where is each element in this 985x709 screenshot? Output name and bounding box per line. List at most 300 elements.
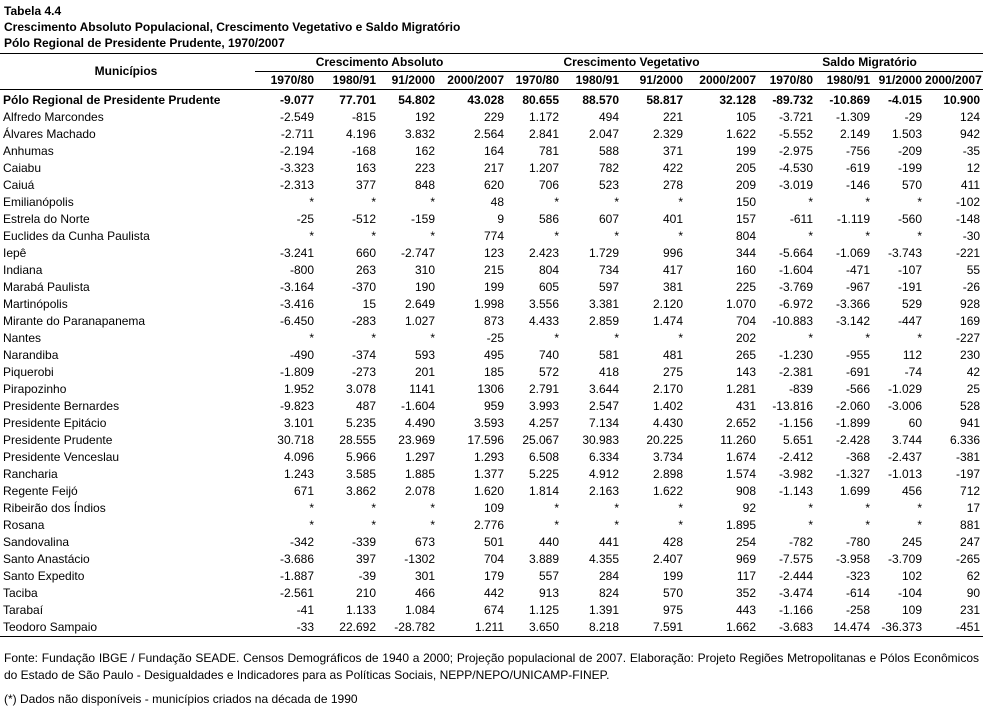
value-cell: 2.841 [528, 127, 560, 141]
value-cell: * [808, 331, 814, 345]
value-cell: -3.164 [279, 280, 314, 294]
value-cell: 969 [735, 552, 757, 566]
value-cell: -1.119 [836, 212, 871, 226]
value-cell: -29 [904, 110, 923, 124]
value-cell: 1141 [409, 382, 435, 396]
table-row [0, 177, 983, 194]
value-cell: -6.972 [778, 297, 814, 311]
value-cell: -1.809 [279, 365, 314, 379]
value-cell: 674 [483, 603, 505, 617]
value-cell: 428 [662, 535, 684, 549]
municipio-name: Presidente Bernardes [3, 399, 120, 413]
value-cell: 3.101 [283, 416, 314, 430]
table-row [0, 432, 983, 449]
value-cell: -3.366 [835, 297, 871, 311]
value-cell: 160 [735, 263, 757, 277]
value-cell: 202 [735, 331, 757, 345]
table-row [0, 330, 983, 347]
value-cell: 605 [538, 280, 560, 294]
value-cell: -4.530 [778, 161, 814, 175]
value-cell: 734 [598, 263, 620, 277]
municipio-name: Pólo Regional de Presidente Prudente [3, 93, 221, 107]
value-cell: -221 [956, 246, 981, 260]
value-cell: 3.644 [588, 382, 620, 396]
value-cell: 54.802 [398, 93, 435, 107]
value-cell: 1.814 [528, 484, 560, 498]
value-cell: 3.593 [473, 416, 505, 430]
value-cell: 1.125 [528, 603, 560, 617]
value-cell: 80.655 [522, 93, 560, 107]
value-cell: 1.281 [725, 382, 757, 396]
value-cell: 2.649 [404, 297, 435, 311]
table-row [0, 245, 983, 262]
value-cell: 230 [960, 348, 981, 362]
period-header: 1970/80 [255, 72, 317, 90]
value-cell: * [309, 331, 314, 345]
value-cell: 2.047 [588, 127, 620, 141]
value-cell: -25 [486, 331, 505, 345]
value-cell: 62 [966, 569, 981, 583]
municipio-name: Presidente Venceslau [3, 450, 120, 464]
value-cell: 2.898 [652, 467, 684, 481]
value-cell: -104 [897, 586, 923, 600]
value-cell: 804 [735, 229, 757, 243]
value-cell: -1.166 [778, 603, 814, 617]
value-cell: 975 [662, 603, 684, 617]
value-cell: -2.549 [279, 110, 314, 124]
value-cell: * [917, 518, 923, 532]
period-header: 1980/91 [317, 72, 379, 90]
value-cell: 2.564 [473, 127, 505, 141]
value-cell: -3.019 [778, 178, 814, 192]
table-row [0, 279, 983, 296]
value-cell: 597 [598, 280, 620, 294]
value-cell: 6.334 [588, 450, 620, 464]
value-cell: -1.604 [400, 399, 435, 413]
value-cell: -815 [351, 110, 376, 124]
value-cell: * [865, 501, 871, 515]
value-cell: -800 [289, 263, 314, 277]
value-cell: -1.887 [279, 569, 314, 583]
value-cell: -614 [845, 586, 871, 600]
value-cell: -1.327 [835, 467, 871, 481]
value-cell: -102 [956, 195, 981, 209]
value-cell: * [614, 229, 620, 243]
value-cell: 229 [483, 110, 505, 124]
value-cell: 908 [735, 484, 757, 498]
value-cell: 221 [662, 110, 684, 124]
value-cell: 301 [414, 569, 435, 583]
value-cell: -1.230 [778, 348, 814, 362]
value-cell: -611 [789, 212, 814, 226]
table-subtitle: Pólo Regional de Presidente Prudente, 1970/2007 [4, 36, 285, 50]
value-cell: 185 [483, 365, 505, 379]
period-header: 91/2000 [379, 72, 438, 90]
value-cell: 3.650 [507, 619, 562, 637]
value-cell: 92 [742, 501, 757, 515]
value-cell: -1.029 [887, 382, 923, 396]
value-cell: 1.297 [404, 450, 435, 464]
value-cell: 774 [483, 229, 505, 243]
value-cell: * [678, 501, 684, 515]
value-cell: * [917, 331, 923, 345]
table-row [0, 602, 983, 619]
value-cell: -3.721 [778, 110, 814, 124]
value-cell: -7.575 [778, 552, 814, 566]
municipio-name: Santo Expedito [3, 569, 85, 583]
value-cell: 417 [662, 263, 684, 277]
value-cell: 529 [901, 297, 923, 311]
value-cell: -2.194 [279, 144, 314, 158]
value-cell: 4.490 [404, 416, 435, 430]
municipio-name: Emilianópolis [3, 195, 74, 209]
value-cell: 25 [966, 382, 981, 396]
value-cell: -2.437 [887, 450, 923, 464]
value-cell: -26 [962, 280, 981, 294]
value-cell: -9.077 [279, 93, 314, 107]
value-cell: 2.423 [528, 246, 560, 260]
value-cell: 14.474 [816, 619, 873, 637]
municipio-name: Caiuá [3, 178, 35, 192]
value-cell: * [808, 501, 814, 515]
municipios-header: Municípios [0, 54, 255, 90]
value-cell: 3.585 [345, 467, 376, 481]
value-cell: 740 [538, 348, 560, 362]
value-cell: 150 [735, 195, 757, 209]
value-cell: 352 [735, 586, 757, 600]
value-cell: 397 [355, 552, 376, 566]
value-cell: 528 [960, 399, 981, 413]
value-cell: 2.407 [652, 552, 684, 566]
table-title-block [4, 3, 460, 51]
value-cell: 996 [662, 246, 684, 260]
value-cell: 1.243 [283, 467, 314, 481]
table-row [0, 313, 983, 330]
value-cell: 1.377 [473, 467, 505, 481]
value-cell: 2.547 [588, 399, 620, 413]
value-cell: 881 [960, 518, 981, 532]
value-cell: 4.257 [528, 416, 560, 430]
value-cell: 1.402 [652, 399, 684, 413]
value-cell: -258 [845, 603, 871, 617]
period-header: 2000/2007 [686, 72, 759, 90]
value-cell: 481 [662, 348, 684, 362]
value-cell: -2.313 [279, 178, 314, 192]
value-cell: 6.508 [528, 450, 560, 464]
value-cell: -3.006 [887, 399, 923, 413]
value-cell: 570 [901, 178, 923, 192]
table-row [0, 415, 983, 432]
value-cell: 4.912 [588, 467, 620, 481]
value-cell: 179 [483, 569, 505, 583]
value-cell: 581 [598, 348, 620, 362]
value-cell: 913 [538, 586, 560, 600]
value-cell: 109 [483, 501, 505, 515]
value-cell: 418 [598, 365, 620, 379]
value-cell: 164 [483, 144, 505, 158]
value-cell: * [917, 229, 923, 243]
value-cell: 1.133 [345, 603, 376, 617]
value-cell: -3.241 [279, 246, 314, 260]
value-cell: * [430, 331, 435, 345]
value-cell: 254 [735, 535, 757, 549]
period-header: 1980/91 [562, 72, 622, 90]
period-header: 2000/2007 [438, 72, 507, 90]
municipio-name: Taciba [3, 586, 38, 600]
value-cell: 3.078 [345, 382, 376, 396]
value-cell: -381 [956, 450, 981, 464]
value-cell: -74 [904, 365, 923, 379]
value-cell: 60 [908, 416, 923, 430]
source-note: Fonte: Fundação IBGE / Fundação SEADE. Censos Demográficos de 1940 a 2000; Projeção populacional de 2007. Elaboração: Projeto Regiões Metropolitanas e Pólos Econômicos do Estado de São Paulo - Desigualdades e Indicadores para as Políticas Sociais, NEPP/NEPO/UNICAMP-FINEP. [4, 651, 979, 682]
value-cell: 1.574 [725, 467, 757, 481]
value-cell: 2.859 [588, 314, 620, 328]
value-cell: * [309, 518, 314, 532]
value-cell: -273 [351, 365, 376, 379]
municipio-name: Presidente Prudente [3, 433, 113, 447]
value-cell: -451 [925, 619, 983, 637]
value-cell: 10.900 [943, 93, 981, 107]
value-cell: 28.555 [339, 433, 376, 447]
municipio-name: Alfredo Marcondes [3, 110, 104, 124]
municipio-name: Álvares Machado [3, 127, 96, 141]
value-cell: 1.070 [725, 297, 757, 311]
value-cell: 58.817 [646, 93, 684, 107]
municipio-name: Euclides da Cunha Paulista [3, 229, 150, 243]
value-cell: 11.260 [720, 433, 757, 447]
value-cell: 431 [735, 399, 757, 413]
value-cell: 117 [736, 569, 757, 583]
value-cell: 1.620 [473, 484, 505, 498]
value-cell: -25 [296, 212, 314, 226]
value-cell: * [614, 195, 620, 209]
value-cell: -471 [845, 263, 871, 277]
value-cell: -5.664 [778, 246, 814, 260]
value-cell: 163 [355, 161, 376, 175]
value-cell: 487 [355, 399, 376, 413]
value-cell: 557 [538, 569, 560, 583]
value-cell: -691 [845, 365, 871, 379]
value-cell: 411 [960, 178, 981, 192]
value-cell: * [554, 229, 560, 243]
value-cell: * [865, 331, 871, 345]
table-row [0, 160, 983, 177]
value-cell: 169 [960, 314, 981, 328]
value-cell: 55 [966, 263, 981, 277]
value-cell: 7.591 [622, 619, 686, 637]
value-cell: 673 [414, 535, 435, 549]
value-cell: 225 [735, 280, 757, 294]
table-row [0, 517, 983, 534]
municipio-name: Pirapozinho [3, 382, 67, 396]
value-cell: -1.143 [778, 484, 814, 498]
municipio-name: Tarabaí [3, 603, 44, 617]
value-cell: 48 [490, 195, 505, 209]
value-cell: 6.336 [950, 433, 981, 447]
value-cell: 401 [662, 212, 684, 226]
value-cell: -839 [788, 382, 814, 396]
value-cell: 190 [414, 280, 435, 294]
value-cell: 501 [483, 535, 505, 549]
value-cell: * [371, 229, 376, 243]
value-cell: -9.823 [279, 399, 314, 413]
municipio-name: Anhumas [3, 144, 54, 158]
value-cell: -283 [351, 314, 376, 328]
value-cell: -512 [351, 212, 376, 226]
value-cell: 199 [662, 569, 684, 583]
value-cell: 20.225 [646, 433, 684, 447]
value-cell: * [808, 195, 814, 209]
value-cell: -368 [845, 450, 871, 464]
value-cell: 23.969 [398, 433, 435, 447]
value-cell: 572 [538, 365, 560, 379]
value-cell: * [808, 518, 814, 532]
value-cell: 1.622 [725, 127, 757, 141]
value-cell: 440 [538, 535, 560, 549]
value-cell: 782 [598, 161, 620, 175]
value-cell: 422 [662, 161, 684, 175]
period-header: 1970/80 [759, 72, 816, 90]
value-cell: * [430, 229, 435, 243]
value-cell: * [865, 518, 871, 532]
value-cell: -265 [956, 552, 981, 566]
value-cell: 1.952 [283, 382, 314, 396]
value-cell: 22.692 [317, 619, 379, 637]
value-cell: 4.096 [283, 450, 314, 464]
table-row [0, 381, 983, 398]
value-cell: -30 [962, 229, 981, 243]
value-cell: * [371, 331, 376, 345]
value-cell: 2.652 [725, 416, 757, 430]
value-cell: 192 [414, 110, 435, 124]
value-cell: 30.983 [582, 433, 620, 447]
period-header: 1980/91 [816, 72, 873, 90]
value-cell: -39 [358, 569, 376, 583]
value-cell: 712 [960, 484, 981, 498]
value-cell: * [430, 501, 435, 515]
value-cell: 2.078 [404, 484, 435, 498]
value-cell: 105 [735, 110, 757, 124]
value-cell: -6.450 [279, 314, 314, 328]
value-cell: 43.028 [467, 93, 505, 107]
table-row [0, 568, 983, 585]
value-cell: -1.013 [887, 467, 923, 481]
value-cell: 143 [735, 365, 757, 379]
value-cell: 5.966 [345, 450, 376, 464]
table-row [0, 619, 983, 637]
value-cell: 3.734 [652, 450, 684, 464]
value-cell: * [309, 195, 314, 209]
value-cell: 3.993 [528, 399, 560, 413]
value-cell: 201 [414, 365, 435, 379]
municipio-name: Iepê [3, 246, 27, 260]
table-row [0, 109, 983, 126]
table-row [0, 500, 983, 517]
municipio-name: Martinópolis [3, 297, 68, 311]
value-cell: 824 [598, 586, 620, 600]
value-cell: -1.156 [778, 416, 814, 430]
municipio-name: Rancharia [3, 467, 58, 481]
value-cell: -370 [351, 280, 376, 294]
value-cell: 1.699 [839, 484, 871, 498]
value-cell: 15 [362, 297, 376, 311]
value-cell: 4.430 [652, 416, 684, 430]
value-cell: 442 [483, 586, 505, 600]
value-cell: 17.596 [467, 433, 505, 447]
value-cell: -4.015 [887, 93, 923, 107]
municipio-name: Sandovalina [3, 535, 70, 549]
value-cell: -339 [351, 535, 376, 549]
value-cell: -2.060 [835, 399, 871, 413]
value-cell: 1.293 [473, 450, 505, 464]
value-cell: -2.412 [778, 450, 814, 464]
value-cell: -490 [289, 348, 314, 362]
value-cell: 275 [662, 365, 684, 379]
value-cell: -3.769 [778, 280, 814, 294]
value-cell: * [614, 331, 620, 345]
value-cell: 231 [960, 603, 981, 617]
value-cell: -342 [289, 535, 314, 549]
table-row [0, 347, 983, 364]
value-cell: 593 [414, 348, 435, 362]
table-row [0, 466, 983, 483]
period-header: 2000/2007 [925, 72, 983, 90]
value-cell: -33 [255, 619, 317, 637]
municipio-name: Piquerobi [3, 365, 54, 379]
value-cell: 2.163 [588, 484, 620, 498]
value-cell: 1.172 [528, 110, 560, 124]
value-cell: 3.889 [528, 552, 560, 566]
value-cell: * [865, 229, 871, 243]
municipio-name: Caiabu [3, 161, 42, 175]
value-cell: 607 [598, 212, 620, 226]
value-cell: 278 [662, 178, 684, 192]
value-cell: 2.791 [528, 382, 560, 396]
value-cell: 706 [538, 178, 560, 192]
value-cell: -107 [897, 263, 923, 277]
value-cell: * [554, 331, 560, 345]
value-cell: 265 [735, 348, 757, 362]
value-cell: 1.211 [438, 619, 507, 637]
value-cell: -3.416 [279, 297, 314, 311]
municipio-name: Teodoro Sampaio [0, 619, 255, 637]
value-cell: 4.433 [528, 314, 560, 328]
table-row [0, 449, 983, 466]
value-cell: -780 [845, 535, 871, 549]
table-row [0, 90, 983, 110]
value-cell: 205 [735, 161, 757, 175]
value-cell: 959 [483, 399, 505, 413]
municipio-name: Santo Anastácio [3, 552, 90, 566]
value-cell: * [430, 518, 435, 532]
table-row [0, 143, 983, 160]
municipio-name: Mirante do Paranapanema [3, 314, 146, 328]
value-cell: * [678, 229, 684, 243]
value-cell: -148 [956, 212, 981, 226]
value-cell: 2.170 [652, 382, 684, 396]
value-cell: 215 [483, 263, 505, 277]
period-header: 91/2000 [873, 72, 925, 90]
value-cell: 5.225 [528, 467, 560, 481]
value-cell: 1.662 [686, 619, 759, 637]
value-cell: 157 [735, 212, 757, 226]
value-cell: 3.744 [891, 433, 923, 447]
value-cell: 25.067 [522, 433, 560, 447]
value-cell: 209 [735, 178, 757, 192]
value-cell: 586 [538, 212, 560, 226]
value-cell: -1302 [404, 552, 435, 566]
table-number: Tabela 4.4 [4, 4, 62, 18]
